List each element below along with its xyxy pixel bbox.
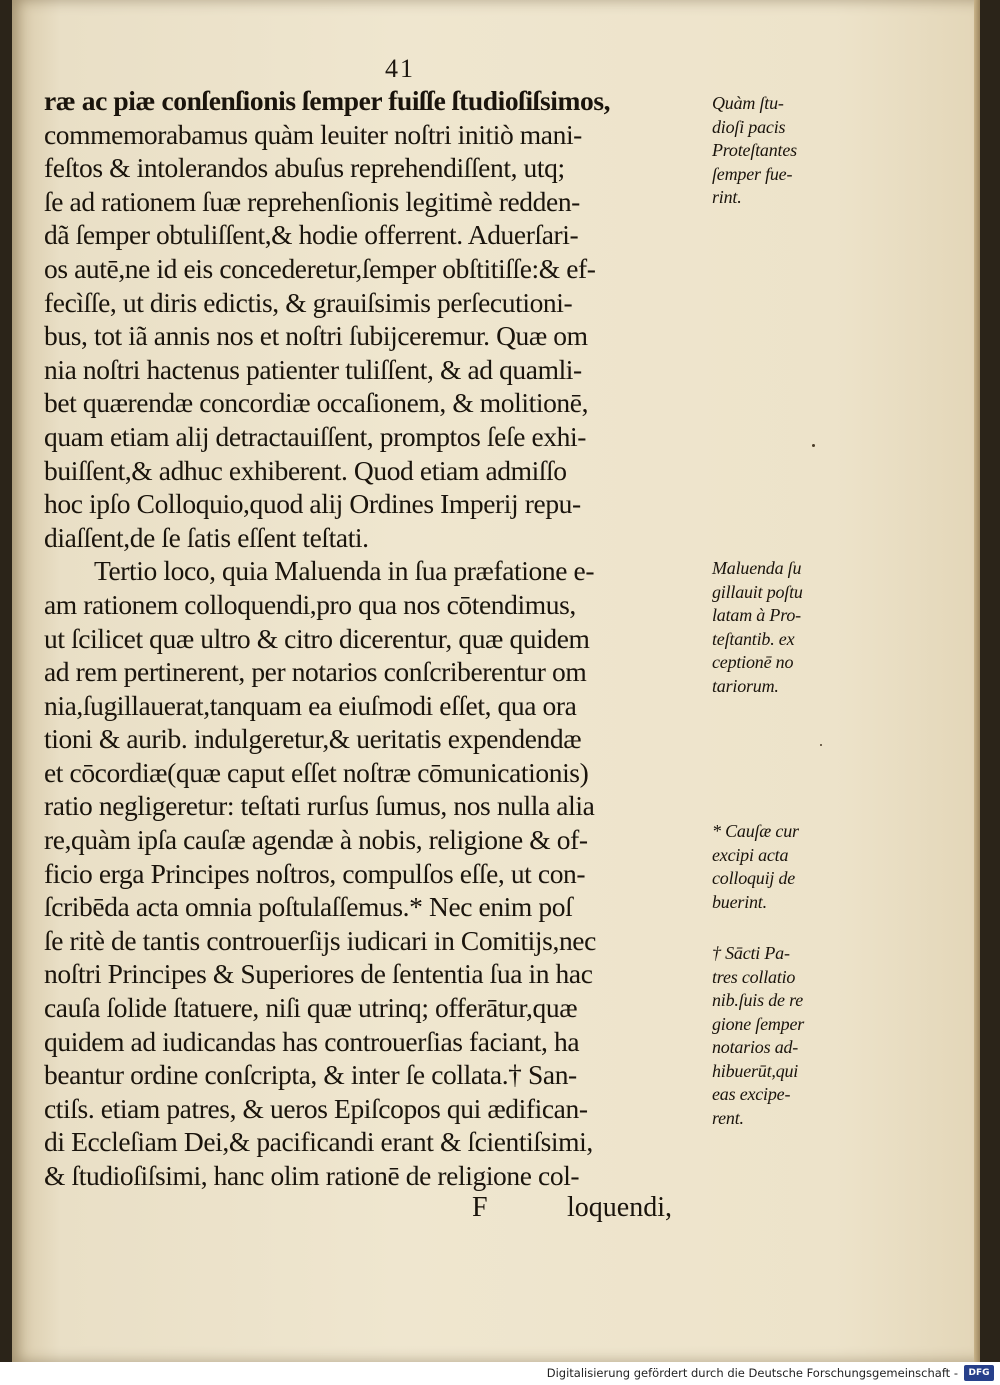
text-line: ratio negligeretur: teſtati rurſus ſumus, nos nulla alia [44, 790, 595, 822]
margin-note-line: † Sācti Pa- [712, 943, 790, 963]
margin-note-line: buerint. [712, 891, 767, 912]
ink-speck [812, 444, 815, 447]
text-line: bus, tot iã annis nos et noſtri ſubijceremur. Quæ om [44, 320, 588, 352]
margin-note-line: ſemper fue- [712, 163, 793, 184]
text-line: dã ſemper obtuliſſent,& hodie offerrent. Aduerſari- [44, 219, 579, 251]
text-line: hoc ipſo Colloquio,quod alij Ordines Imperij repu- [44, 488, 581, 520]
margin-note-line: colloquij de [712, 868, 796, 888]
text-line: am rationem colloquendi,pro qua nos cōtendimus, [44, 588, 576, 620]
text-line: diaſſent,de ſe ſatis eſſent teſtati. [44, 521, 369, 553]
page-footer [42, 1192, 742, 1232]
text-line: nia noſtri hactenus patienter tuliſſent, & ad quamli- [44, 353, 582, 385]
text-line: Tertio loco, quia Maluenda in ſua præfatione e- [94, 555, 595, 587]
text-line: ſe ad rationem ſuæ reprehenſionis legitimè redden- [44, 185, 580, 217]
text-line: ficio erga Principes noſtros, compulſos eſſe, ut con- [44, 857, 586, 889]
text-line: quam etiam alij detractauiſſent, promptos ſeſe exhi- [44, 420, 586, 452]
text-line: et cōcordiæ(quæ caput eſſet noſtræ cōmunicationis) [44, 756, 589, 788]
margin-note-line: dioſi pacis [712, 116, 786, 137]
margin-note-line: Maluenda ſu [712, 558, 802, 578]
text-line: ut ſcilicet quæ ultro & citro dicerentur, quæ quidem [44, 622, 590, 654]
margin-note-line: gillauit poſtu [712, 581, 803, 602]
page-edge [974, 0, 980, 1362]
margin-note-line: tariorum. [712, 675, 779, 696]
margin-note-line: Quàm ſtu- [712, 93, 784, 113]
credit-text: Digitalisierung gefördert durch die Deutsche Forschungsgemeinschaft - [546, 1366, 958, 1380]
margin-note-line: ceptionē no [712, 652, 794, 672]
margin-note-line: eas excipe- [712, 1084, 791, 1104]
page-number: 41 [385, 54, 415, 83]
margin-note-line: tres collatio [712, 966, 796, 987]
dfg-logo-text: DFG [968, 1368, 990, 1378]
catchword: loquendi, [567, 1192, 672, 1223]
margin-note-line: * Cauſæ cur [712, 821, 799, 841]
text-line: & ſtudioſiſsimi, hanc olim rationē de religione col- [44, 1160, 580, 1191]
text-line: buiſſent,& adhuc exhiberent. Quod etiam admiſſo [44, 454, 567, 486]
text-line: ræ ac piæ conſenſionis ſemper fuiſſe ſtudioſiſsimos, [44, 85, 611, 116]
dfg-logo [964, 1365, 994, 1381]
text-line: ſcribēda acta omnia poſtulaſſemus.* Nec enim poſ [44, 891, 573, 923]
text-line: noſtri Principes & Superiores de ſententia ſua in hac [44, 958, 593, 990]
margin-note [712, 557, 803, 698]
margin-note-line: rint. [712, 187, 742, 207]
text-line: fecìſſe, ut diris edictis, & grauiſsimis perſecutioni- [44, 286, 573, 318]
margin-note-line: teſtantib. ex [712, 628, 795, 649]
margin-note-line: hibuerūt,qui [712, 1060, 799, 1081]
text-line: ctiſs. etiam patres, & ueros Epiſcopos qui ædifican- [44, 1092, 588, 1124]
text-line: bet quærendæ concordiæ occaſionem, & molitionē, [44, 387, 589, 419]
text-line: commemorabamus quàm leuiter noſtri initiò mani- [44, 118, 582, 150]
margin-note [712, 942, 804, 1130]
margin-note-line: gione ſemper [712, 1013, 805, 1034]
text-line: beantur ordine conſcripta, & inter ſe collata.† San- [44, 1059, 577, 1091]
margin-note-line: nib.ſuis de re [712, 990, 804, 1010]
text-line: quidem ad iudicandas has controuerſias faciant, ha [44, 1025, 580, 1057]
text-line: re,quàm ipſa cauſæ agendæ à nobis, religione & of- [44, 824, 588, 856]
text-line: ad rem pertinerent, per notarios conſcriberentur om [44, 656, 587, 688]
text-line: feſtos & intolerandos abuſus reprehendiſſent, utq; [44, 152, 565, 184]
margin-note [712, 92, 797, 210]
text-line: tioni & aurib. indulgeretur,& ueritatis expendendæ [44, 723, 582, 755]
main-text-block [44, 84, 712, 1193]
margin-note [712, 820, 799, 914]
signature-mark: F [472, 1192, 488, 1223]
margin-note-line: Proteſtantes [712, 140, 797, 160]
text-line: di Eccleſiam Dei,& pacificandi erant & ſcientiſsimi, [44, 1126, 593, 1158]
text-line: ſe ritè de tantis controuerſijs iudicari in Comitijs,nec [44, 924, 596, 956]
text-line: os autē,ne id eis concederetur,ſemper obſtitiſſe:& ef- [44, 252, 596, 284]
text-line: cauſa ſolide ſtatuere, niſi quæ utrinq; offerātur,quæ [44, 992, 578, 1024]
ink-speck [820, 744, 822, 746]
margin-note-line: notarios ad- [712, 1037, 799, 1057]
margin-note-line: latam à Pro- [712, 605, 801, 625]
credit-bar [0, 1362, 1000, 1385]
margin-note-line: rent. [712, 1107, 744, 1128]
text-line: nia,ſugillauerat,tanquam ea eiuſmodi eſſet, qua ora [44, 689, 577, 721]
margin-note-line: excipi acta [712, 844, 789, 865]
